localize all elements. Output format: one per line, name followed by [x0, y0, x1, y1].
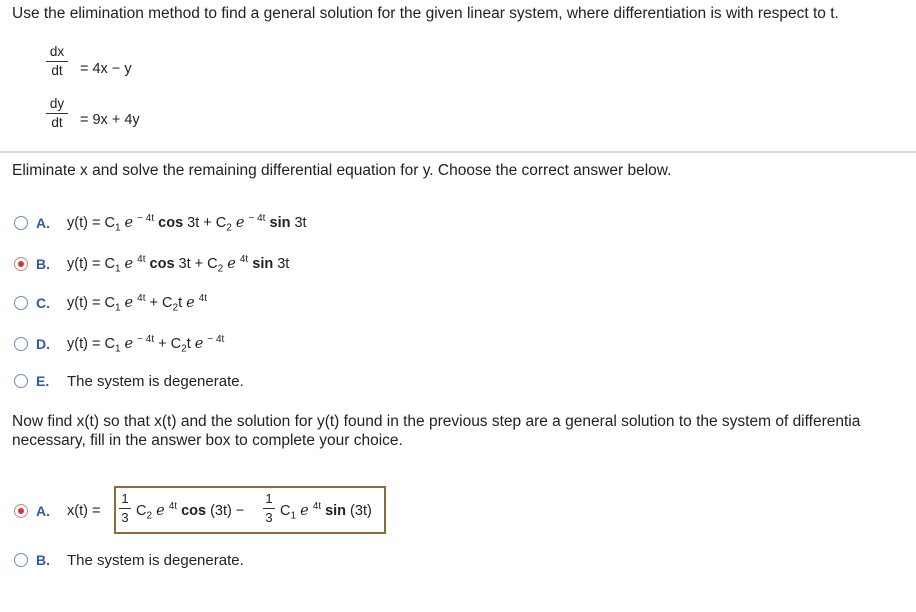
option-e-text: The system is degenerate.	[67, 372, 244, 390]
part2-option-b[interactable]	[14, 549, 244, 571]
fraction-one-third: 1 3	[119, 491, 131, 525]
option-letter: A.	[36, 503, 50, 519]
radio-button[interactable]	[14, 374, 28, 388]
radio-button[interactable]	[14, 216, 28, 230]
part1-option-c[interactable]	[14, 292, 207, 314]
question-prompt: Use the elimination method to find a general solution for the given linear system, where differentiation is with respect to t.	[12, 5, 839, 22]
fraction-numerator: dy	[49, 96, 65, 111]
radio-button[interactable]	[14, 337, 28, 351]
part2-instruction-line1: Now find x(t) so that x(t) and the solution for y(t) found in the previous step are a general solution to the system of differentia	[12, 413, 861, 430]
option-letter: C.	[36, 295, 50, 311]
radio-button-selected[interactable]	[14, 257, 28, 271]
derivative-dx-dt	[46, 44, 68, 78]
part1-option-a[interactable]	[14, 212, 307, 234]
part1-instruction: Eliminate x and solve the remaining differential equation for y. Choose the correct answer below.	[12, 162, 672, 179]
answer-expression-2: $C_1$ e $^{4t}$ sin (3t)	[280, 501, 372, 522]
section-divider	[0, 151, 916, 153]
option-letter: B.	[36, 552, 50, 568]
option-letter: E.	[36, 373, 50, 389]
part1-option-b[interactable]	[14, 253, 289, 275]
radio-button[interactable]	[14, 296, 28, 310]
part2-instruction-line2: necessary, fill in the answer box to complete your choice.	[12, 432, 403, 449]
option-letter: D.	[36, 336, 50, 352]
option-d-formula: $y(t) = C_1$ e $^{- 4t} + C_2t$ e $^{- 4t}$	[67, 333, 225, 355]
fraction-denominator: dt	[51, 63, 63, 78]
fraction-one-third: 1 3	[263, 491, 275, 525]
answer-expression: $C_2$ e $^{4t}$ cos (3t) −	[136, 501, 245, 522]
equation-1-rhs: = 4x − y	[80, 61, 132, 77]
part2-option-a[interactable]	[14, 500, 100, 522]
part1-option-d[interactable]	[14, 333, 224, 355]
derivative-dy-dt	[46, 96, 68, 130]
option-a-formula: $y(t) = C_1$ e $^{- 4t}$ $\cos 3t + C_2$ e $^{- 4t}$ sin 3t	[67, 212, 307, 234]
fraction-numerator: dx	[49, 44, 65, 59]
equation-2-rhs: = 9x + 4y	[80, 112, 140, 128]
option-b-text: The system is degenerate.	[67, 551, 244, 569]
option-b-formula: $y(t) = C_1$ e $^{4t}$ $\cos 3t + C_2$ e $^{4t}$ sin 3t	[67, 253, 290, 275]
option-letter: B.	[36, 256, 50, 272]
option-c-formula: $y(t) = C_1$ e $^{4t} + C_2t$ e $^{4t}$	[67, 292, 208, 314]
fraction-denominator: dt	[51, 115, 63, 130]
radio-button[interactable]	[14, 553, 28, 567]
x-of-t-label: x(t) =	[67, 503, 101, 519]
fraction-bar	[46, 61, 68, 62]
answer-box[interactable]	[114, 486, 386, 534]
part1-option-e[interactable]	[14, 370, 244, 392]
radio-button-selected[interactable]	[14, 504, 28, 518]
fraction-bar	[46, 113, 68, 114]
option-letter: A.	[36, 215, 50, 231]
